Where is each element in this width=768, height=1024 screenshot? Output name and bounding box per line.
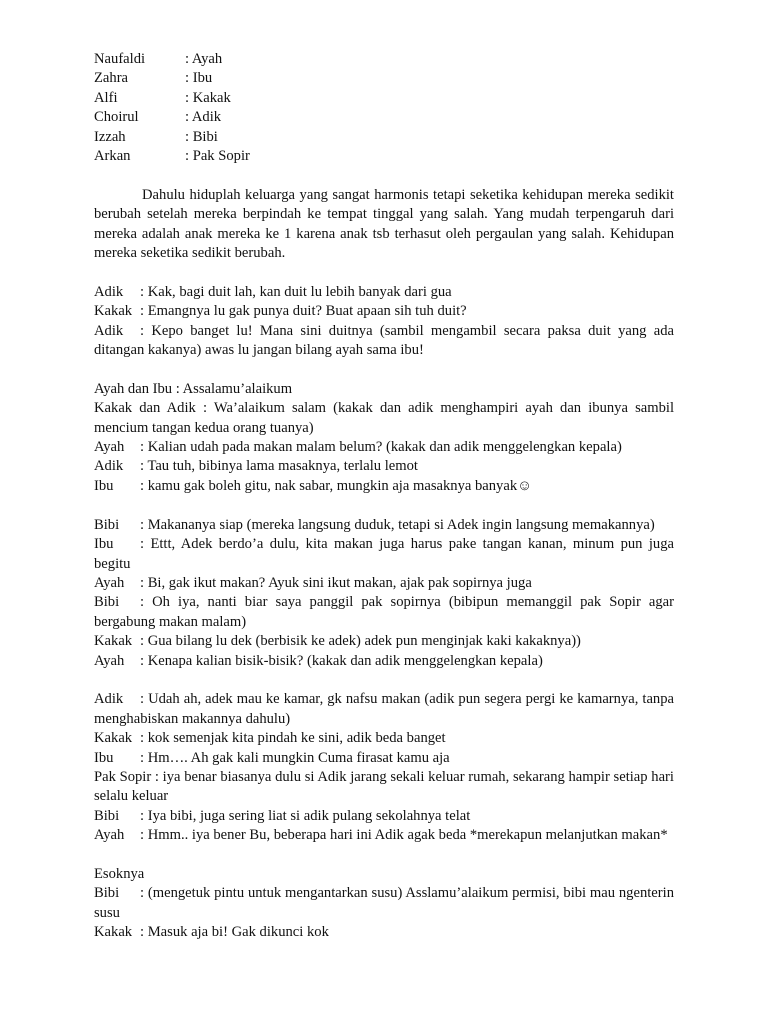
dialogue-line — [94, 749, 674, 768]
dialogue-text: : Oh iya, nanti biar saya panggil pak sopirnya (bibipun memanggil pak Sopir agar bergabung makan malam) — [94, 594, 674, 630]
dialogue-text: : Hm…. Ah gak kali mungkin Cuma firasat kamu aja — [140, 749, 450, 766]
speaker: Kakak — [94, 924, 133, 941]
dialogue-block — [94, 380, 674, 496]
dialogue-line — [94, 380, 674, 399]
dialogue-text: : Kalian udah pada makan malam belum? (kakak dan adik menggelengkan kepala) — [140, 439, 622, 456]
speaker: Adik — [94, 283, 124, 300]
speaker: Ibu — [94, 477, 114, 494]
dialogue-block — [94, 516, 674, 671]
spacer — [94, 166, 674, 185]
spacer — [94, 671, 674, 690]
spacer — [94, 496, 674, 515]
cast-role: : Pak Sopir — [185, 148, 250, 165]
cast-name: Naufaldi — [94, 51, 146, 67]
dialogue-line — [94, 574, 674, 593]
dialogue-text: : kamu gak boleh gitu, nak sabar, mungkin aja masaknya banyak☺ — [140, 477, 533, 494]
dialogue-line — [94, 593, 674, 632]
speaker: Adik — [94, 458, 124, 475]
speaker: Kakak — [94, 633, 133, 650]
dialogue-text: : Udah ah, adek mau ke kamar, gk nafsu makan (adik pun segera pergi ke kamarnya, tanpa menghabiskan makannya dahulu) — [94, 691, 674, 727]
speaker: Adik — [94, 322, 124, 339]
dialogue-text: : Assalamu’alaikum — [175, 380, 293, 397]
speaker: Ayah — [94, 827, 125, 844]
scene-heading: Esoknya — [94, 865, 145, 882]
dialogue-line — [94, 652, 674, 671]
dialogue-text: : Wa’alaikum salam (kakak dan adik menghampiri ayah dan ibunya sambil mencium tangan kedua orang tuanya) — [94, 400, 674, 436]
dialogue-text: : kok semenjak kita pindah ke sini, adik beda banget — [140, 730, 446, 747]
speaker: Pak Sopir — [94, 768, 152, 785]
cast-row — [94, 69, 674, 88]
cast-role: : Ayah — [185, 51, 223, 67]
intro-paragraph: Dahulu hiduplah keluarga yang sangat harmonis tetapi seketika kehidupan mereka sedikit berubah setelah mereka berpindah ke tempat tinggal yang salah. Yang mudah terpengaruh dari mereka adalah anak mereka ke 1 karena anak tsb terhasut oleh pergaulan yang salah. Kehidupan mereka seketika sedikit berubah. — [94, 186, 674, 262]
cast-row — [94, 50, 674, 69]
document-body — [94, 50, 674, 943]
spacer — [94, 360, 674, 379]
dialogue-text: : Emangnya lu gak punya duit? Buat apaan sih tuh duit? — [140, 303, 467, 320]
dialogue-line — [94, 632, 674, 651]
speaker: Ayah — [94, 439, 125, 456]
dialogue-block — [94, 283, 674, 361]
dialogue-line — [94, 438, 674, 457]
cast-name: Zahra — [94, 70, 129, 87]
cast-row — [94, 108, 674, 127]
dialogue-line — [94, 283, 674, 302]
dialogue-text: : Iya bibi, juga sering liat si adik pulang sekolahnya telat — [140, 807, 471, 824]
speaker: Kakak — [94, 303, 133, 320]
dialogue-line — [94, 535, 674, 574]
cast-role: : Ibu — [185, 70, 213, 87]
speaker: Ayah — [94, 652, 125, 669]
dialogue-text: : (mengetuk pintu untuk mengantarkan susu) Asslamu’alaikum permisi, bibi mau ngenterin susu — [94, 885, 674, 921]
dialogue-line — [94, 516, 674, 535]
speaker: Ibu — [94, 536, 114, 553]
cast-name: Arkan — [94, 148, 131, 165]
cast-row — [94, 147, 674, 166]
cast-role: : Bibi — [185, 128, 218, 145]
cast-role: : Adik — [185, 109, 222, 126]
cast-list — [94, 50, 674, 166]
cast-name: Alfi — [94, 89, 118, 106]
dialogue-line — [94, 826, 674, 845]
dialogue-line — [94, 729, 674, 748]
dialogue-line — [94, 923, 674, 942]
speaker: Ayah — [94, 574, 125, 591]
dialogue-text: : Tau tuh, bibinya lama masaknya, terlalu lemot — [140, 458, 418, 475]
dialogue-block — [94, 690, 674, 845]
cast-name: Choirul — [94, 109, 139, 126]
cast-role: : Kakak — [185, 89, 231, 106]
dialogue-text: : Kepo banget lu! Mana sini duitnya (sambil mengambil secara paksa duit yang ada ditangan kakanya) awas lu jangan bilang ayah sama ibu! — [94, 322, 674, 359]
speaker: Kakak dan Adik — [94, 400, 196, 417]
dialogue-block — [94, 865, 674, 943]
dialogue-text: : Ettt, Adek berdo’a dulu, kita makan juga harus pake tangan kanan, minum pun juga begitu — [94, 536, 674, 572]
spacer — [94, 846, 674, 865]
spacer — [94, 263, 674, 282]
dialogue-line — [94, 807, 674, 826]
cast-row — [94, 89, 674, 108]
speaker: Adik — [94, 691, 124, 708]
dialogue-line — [94, 477, 674, 496]
speaker: Bibi — [94, 594, 120, 611]
dialogue-line — [94, 457, 674, 476]
cast-row — [94, 128, 674, 147]
dialogue-line — [94, 884, 674, 923]
speaker: Ibu — [94, 749, 114, 766]
dialogue-line — [94, 302, 674, 321]
dialogue-text: : Masuk aja bi! Gak dikunci kok — [140, 924, 329, 941]
dialogue-text: : Hmm.. iya bener Bu, beberapa hari ini Adik agak beda *merekapun melanjutkan makan* — [140, 827, 668, 844]
dialogue-text: : Kak, bagi duit lah, kan duit lu lebih banyak dari gua — [140, 283, 452, 300]
dialogue-text: : Bi, gak ikut makan? Ayuk sini ikut makan, ajak pak sopirnya juga — [140, 574, 532, 591]
dialogue-line — [94, 768, 674, 807]
dialogue-text: : Makananya siap (mereka langsung duduk, tetapi si Adek ingin langsung memakannya) — [140, 516, 655, 533]
dialogue-text: : Kenapa kalian bisik-bisik? (kakak dan adik menggelengkan kepala) — [140, 652, 543, 669]
speaker: Ayah dan Ibu — [94, 380, 173, 397]
cast-name: Izzah — [94, 128, 126, 145]
speaker: Kakak — [94, 730, 133, 747]
speaker: Bibi — [94, 516, 120, 533]
dialogue-line — [94, 690, 674, 729]
speaker: Bibi — [94, 807, 120, 824]
dialogue-line — [94, 399, 674, 438]
dialogue-text: : Gua bilang lu dek (berbisik ke adek) adek pun menginjak kaki kakaknya)) — [140, 633, 581, 650]
dialogue-line — [94, 322, 674, 361]
dialogue-text: : iya benar biasanya dulu si Adik jarang sekali keluar rumah, sekarang hampir setiap hari selalu keluar — [94, 768, 674, 805]
speaker: Bibi — [94, 885, 120, 902]
